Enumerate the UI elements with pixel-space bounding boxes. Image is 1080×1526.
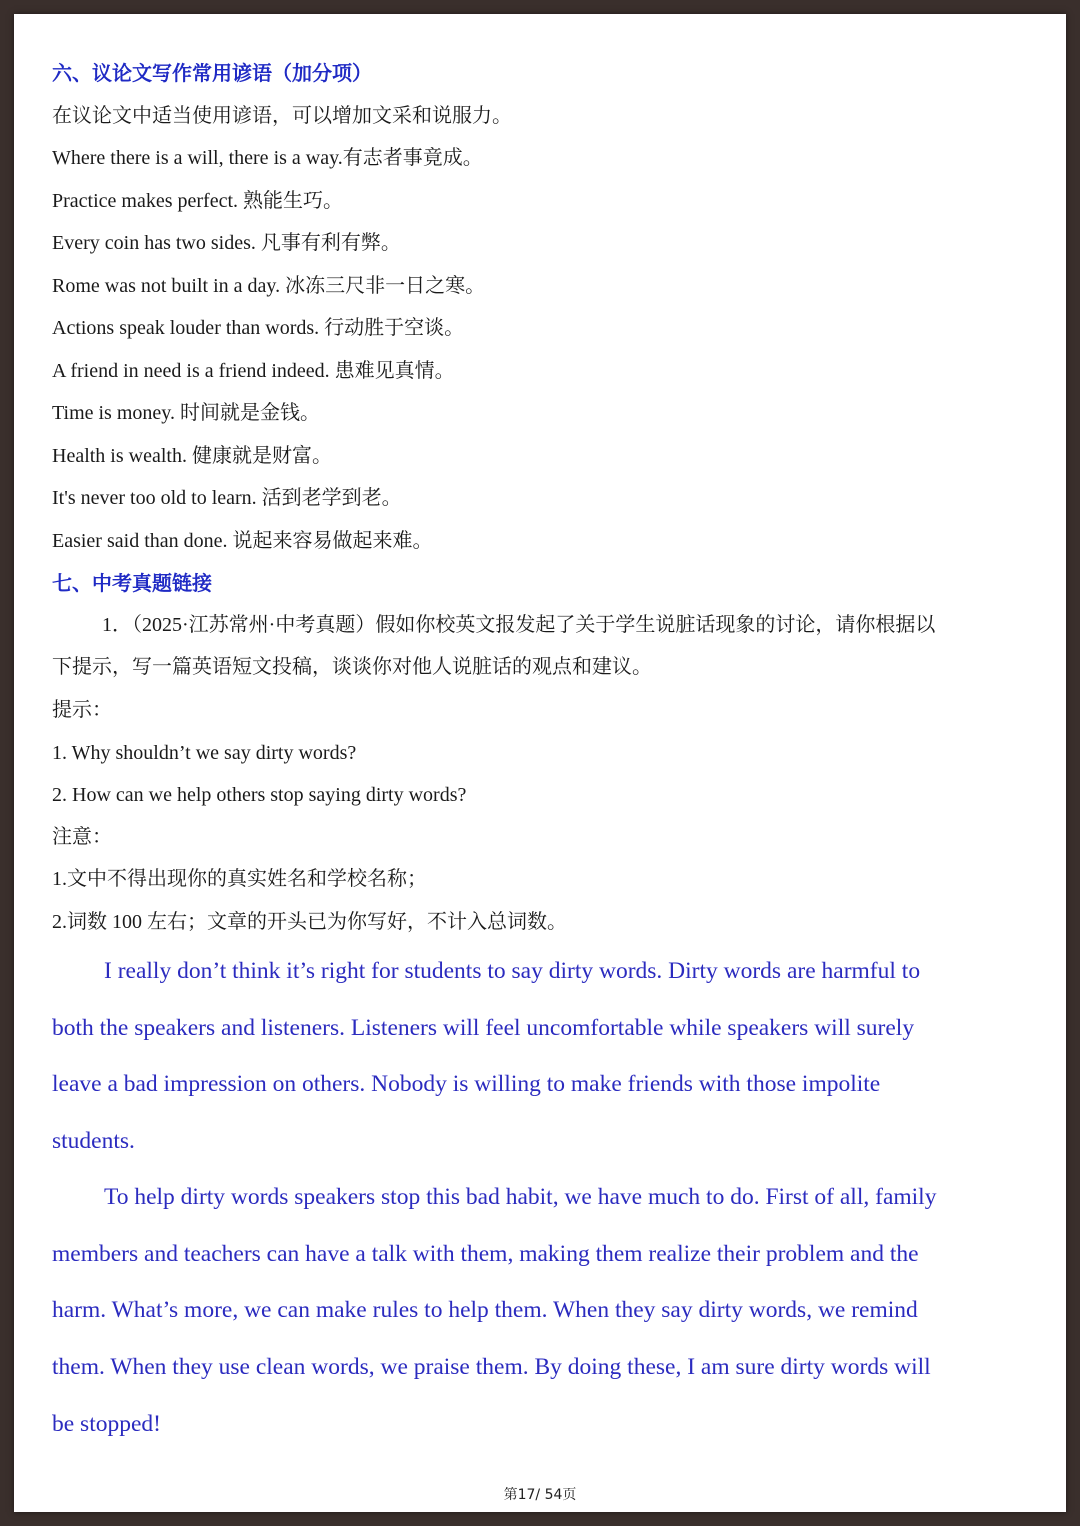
- answer-line: both the speakers and listeners. Listeners will feel uncomfortable while speakers will surely: [52, 1015, 915, 1041]
- question-line: 1．（2025·江苏常州·中考真题）假如你校英文报发起了关于学生说脏话现象的讨论，请你根据以: [102, 614, 936, 636]
- hint-item: 1. Why shouldn’t we say dirty words?: [52, 742, 357, 764]
- proverb-line: Rome was not built in a day. 冰冻三尺非一日之寒。: [52, 275, 486, 297]
- notes-label: 注意：: [52, 826, 112, 848]
- note-item: 2.词数 100 左右；文章的开头已为你写好，不计入总词数。: [52, 911, 567, 933]
- answer-line: members and teachers can have a talk with them, making them realize their problem and the: [52, 1241, 919, 1267]
- proverb-line: Actions speak louder than words. 行动胜于空谈。: [52, 317, 465, 339]
- answer-line: them. When they use clean words, we praise them. By doing these, I am sure dirty words will: [52, 1354, 931, 1380]
- proverb-line: Where there is a will, there is a way.有志者事竟成。: [52, 147, 483, 169]
- proverb-line: Practice makes perfect. 熟能生巧。: [52, 190, 344, 212]
- proverb-line: Health is wealth. 健康就是财富。: [52, 445, 332, 467]
- section-6-intro: 在议论文中适当使用谚语，可以增加文采和说服力。: [52, 105, 512, 127]
- hints-label: 提示：: [52, 699, 112, 721]
- proverb-line: It's never too old to learn. 活到老学到老。: [52, 487, 402, 509]
- note-item: 1.文中不得出现你的真实姓名和学校名称；: [52, 868, 427, 890]
- answer-line: To help dirty words speakers stop this bad habit, we have much to do. First of all, family: [104, 1184, 937, 1210]
- proverb-line: A friend in need is a friend indeed. 患难见真情。: [52, 360, 455, 382]
- document-page: [14, 14, 1066, 1512]
- section-6-heading: 六、议论文写作常用谚语（加分项）: [52, 61, 372, 85]
- hint-item: 2. How can we help others stop saying dirty words?: [52, 784, 467, 806]
- answer-line: students.: [52, 1128, 135, 1154]
- answer-line: be stopped!: [52, 1411, 161, 1437]
- proverb-line: Time is money. 时间就是金钱。: [52, 402, 320, 424]
- answer-line: leave a bad impression on others. Nobody is willing to make friends with those impolite: [52, 1071, 881, 1097]
- section-7-heading: 七、中考真题链接: [52, 571, 212, 595]
- proverb-line: Every coin has two sides. 凡事有利有弊。: [52, 232, 401, 254]
- question-line: 下提示，写一篇英语短文投稿，谈谈你对他人说脏话的观点和建议。: [52, 656, 652, 678]
- answer-line: I really don’t think it’s right for students to say dirty words. Dirty words are harmful to: [104, 958, 921, 984]
- answer-line: harm. What’s more, we can make rules to help them. When they say dirty words, we remind: [52, 1297, 918, 1323]
- page-number: 第17/ 54页: [503, 1487, 577, 1503]
- proverb-line: Easier said than done. 说起来容易做起来难。: [52, 530, 433, 552]
